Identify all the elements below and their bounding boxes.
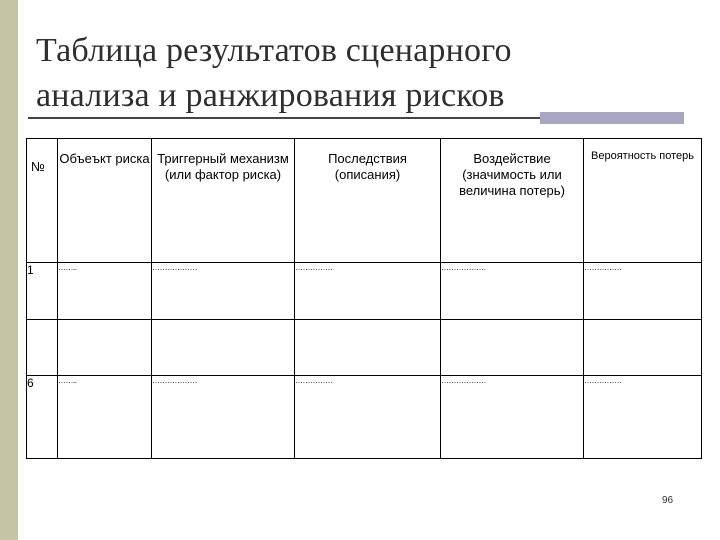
table-row: [27, 376, 702, 459]
page-number: 96: [662, 495, 674, 506]
row-number: [27, 320, 58, 376]
table-row: [27, 320, 702, 376]
header-loss-probability: Вероятность потерь: [584, 139, 702, 263]
table-cell: [584, 320, 702, 376]
left-decor-bar: [0, 0, 18, 540]
table-cell: ……………: [295, 376, 441, 459]
table-row: [27, 263, 702, 320]
table-cell: ………………: [152, 376, 295, 459]
header-consequences: Последствия (описания): [295, 139, 441, 263]
table-cell: [441, 320, 584, 376]
row-number: 6: [27, 376, 58, 459]
row-number: 1: [27, 263, 58, 320]
header-impact: Воздействие (значимость или величина потерь): [441, 139, 584, 263]
table-cell: ……..: [58, 376, 152, 459]
risk-table: [26, 138, 702, 459]
table-cell: ………………: [152, 263, 295, 320]
title-line-1: Таблица результатов сценарного: [36, 32, 512, 69]
table-cell: ………………: [441, 263, 584, 320]
table-cell: [58, 320, 152, 376]
table-cell: ……..: [58, 263, 152, 320]
table-cell: [295, 320, 441, 376]
table-cell: [152, 320, 295, 376]
title-line-2: анализа и ранжирования рисков: [36, 77, 505, 114]
table-cell: ……………: [584, 376, 702, 459]
header-trigger-mechanism: Триггерный механизм (или фактор риска): [152, 139, 295, 263]
table-cell: ……………: [584, 263, 702, 320]
table-cell: ………………: [441, 376, 584, 459]
table-header-row: [27, 139, 702, 263]
title-accent-block: [540, 112, 684, 124]
table-cell: ……………: [295, 263, 441, 320]
slide-title: [36, 28, 596, 118]
header-number: №: [27, 139, 58, 263]
header-risk-object: Объеъкт риска: [58, 139, 152, 263]
